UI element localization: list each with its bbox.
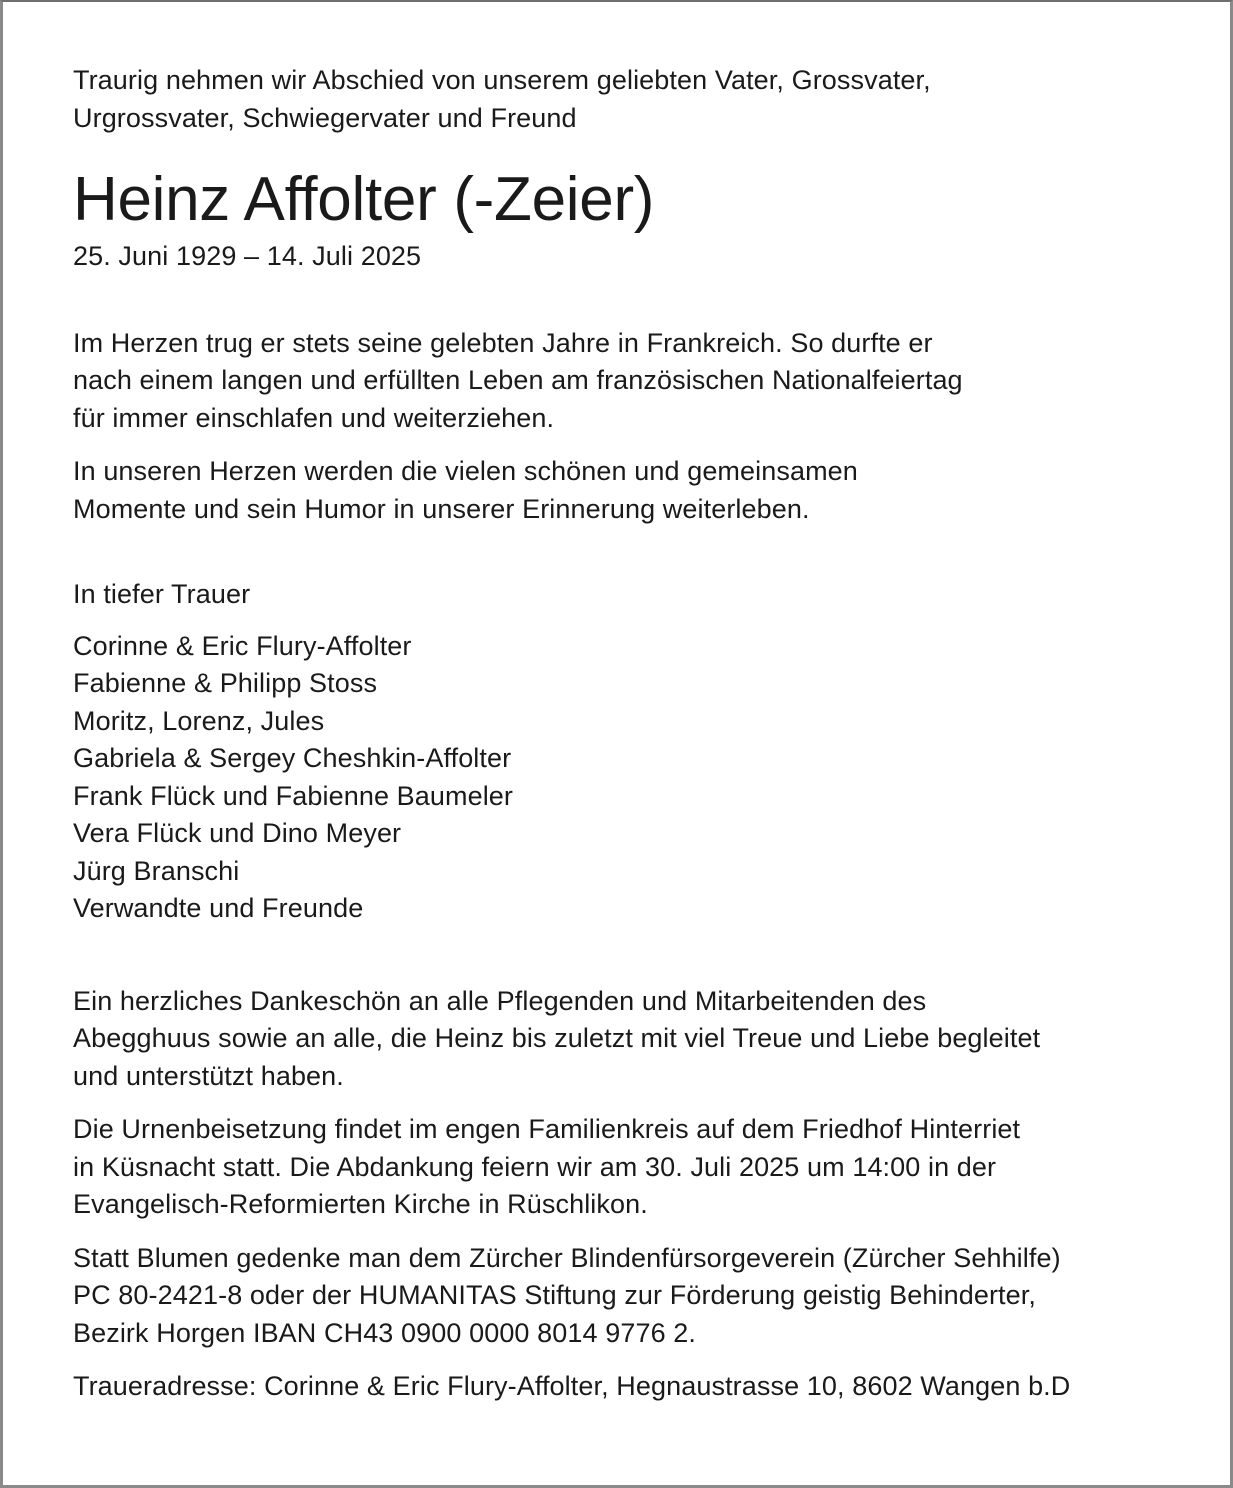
paragraph-line: Bezirk Horgen IBAN CH43 0900 0000 8014 9776 2. — [73, 1317, 697, 1348]
paragraph-line: in Küsnacht statt. Die Abdankung feiern wir am 30. Juli 2025 um 14:00 in der — [73, 1151, 997, 1182]
paragraph-line: In unseren Herzen werden die vielen schönen und gemeinsamen — [73, 456, 858, 486]
life-dates: 25. Juni 1929 – 14. Juli 2025 — [73, 241, 422, 271]
intro-line: Urgrossvater, Schwiegervater und Freund — [73, 102, 577, 133]
paragraph-line: Im Herzen trug er stets seine gelebten Jahre in Frankreich. So durfte er — [73, 327, 933, 358]
paragraph-line: nach einem langen und erfüllten Leben am französischen Nationalfeiertag — [73, 365, 963, 395]
mourner-name: Moritz, Lorenz, Jules — [73, 705, 325, 736]
mourners-list — [73, 628, 1193, 928]
memorial-paragraph-memories — [73, 453, 1193, 528]
paragraph-line: und unterstützt haben. — [73, 1060, 344, 1091]
thanks-paragraph — [73, 983, 1193, 1096]
obituary-content — [73, 62, 1193, 1406]
paragraph-line: Evangelisch-Reformierten Kirche in Rüschlikon. — [73, 1189, 648, 1219]
paragraph-line: für immer einschlafen und weiterziehen. — [73, 402, 555, 433]
paragraph-line: Die Urnenbeisetzung findet im engen Familienkreis auf dem Friedhof Hinterriet — [73, 1114, 1021, 1144]
burial-paragraph — [73, 1111, 1193, 1224]
mourning-address: Traueradresse: Corinne & Eric Flury-Affolter, Hegnaustrasse 10, 8602 Wangen b.D — [73, 1371, 1071, 1401]
mourner-name: Frank Flück und Fabienne Baumeler — [73, 780, 514, 811]
mourner-name: Gabriela & Sergey Cheshkin-Affolter — [73, 743, 512, 773]
mourner-name: Verwandte und Freunde — [73, 893, 364, 923]
mourning-heading: In tiefer Trauer — [73, 579, 251, 609]
paragraph-line: Abegghuus sowie an alle, die Heinz bis zuletzt mit viel Treue und Liebe begleitet — [73, 1023, 1041, 1053]
intro-text — [73, 62, 1193, 137]
mourner-name: Corinne & Eric Flury-Affolter — [73, 630, 412, 661]
paragraph-line: Ein herzliches Dankeschön an alle Pflegenden und Mitarbeitenden des — [73, 985, 927, 1016]
memorial-paragraph-france — [73, 325, 1193, 438]
mourner-name: Jürg Branschi — [73, 855, 240, 886]
intro-line: Traurig nehmen wir Abschied von unserem geliebten Vater, Grossvater, — [73, 65, 931, 95]
donation-paragraph — [73, 1240, 1193, 1353]
paragraph-line: Statt Blumen gedenke man dem Zürcher Blindenfürsorgeverein (Zürcher Sehhilfe) — [73, 1242, 1061, 1273]
mourner-name: Fabienne & Philipp Stoss — [73, 668, 378, 698]
deceased-name: Heinz Affolter (-Zeier) — [73, 165, 655, 234]
paragraph-line: PC 80-2421-8 oder der HUMANITAS Stiftung zur Förderung geistig Behinderter, — [73, 1280, 1036, 1310]
paragraph-line: Momente und sein Humor in unserer Erinnerung weiterleben. — [73, 493, 810, 524]
mourner-name: Vera Flück und Dino Meyer — [73, 818, 402, 848]
